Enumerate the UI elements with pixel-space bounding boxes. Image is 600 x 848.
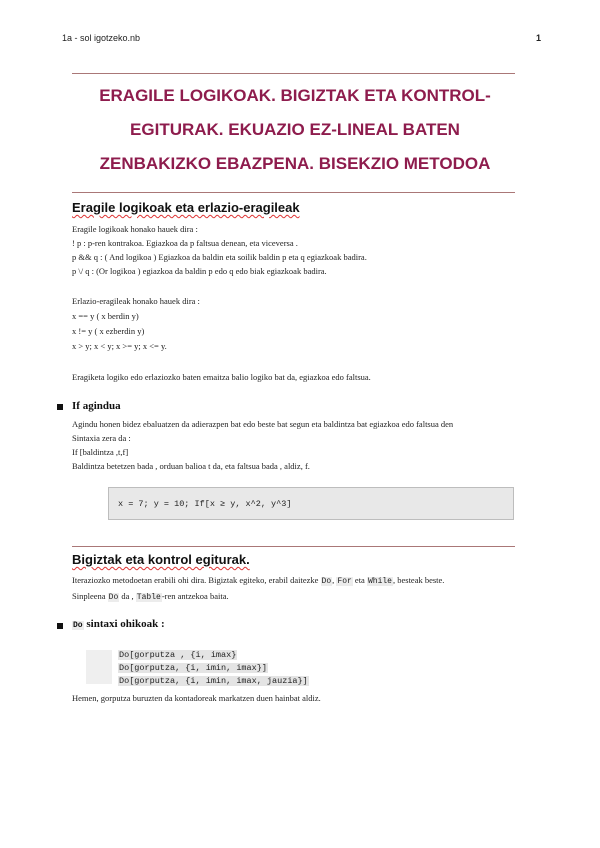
bullet-square-icon xyxy=(57,404,63,410)
paragraph-line: Sintaxia zera da : xyxy=(72,433,131,443)
paragraph-line: Iteraziozko metodoetan erabili ohi dira. Bigiztak egiteko, erabil daitezke Do, For eta While, besteak beste. xyxy=(72,575,445,586)
title-rule-top xyxy=(72,73,515,74)
section-rule xyxy=(72,546,515,547)
code-line: Do[gorputza, {i, imin, imax}] xyxy=(119,663,267,673)
input-cell-code: x = 7; y = 10; If[x ≥ y, x^2, y^3] xyxy=(118,499,292,509)
page-number: 1 xyxy=(536,33,542,43)
paragraph-line: Hemen, gorputza buruzten da kontadoreak markatzen duen hainbat aldiz. xyxy=(72,693,321,703)
relational-operator-line: x == y ( x berdin y) xyxy=(72,311,139,321)
paragraph-line: p && q : ( And logikoa ) Egiazkoa da baldin eta soilik baldin p eta q egiazkoak badira. xyxy=(72,252,367,262)
paragraph-line: p \/ q : (Or logikoa ) egiazkoa da baldin p edo q edo biak egiazkoak badira. xyxy=(72,266,327,276)
code-line: Do[gorputza , {i, imax} xyxy=(119,650,237,660)
paragraph-line: ! p : p-ren kontrakoa. Egiazkoa da p faltsua denean, eta viceversa . xyxy=(72,238,298,248)
section-heading-loops: Bigiztak eta kontrol egiturak. xyxy=(72,552,250,567)
relational-operator-line: x > y; x < y; x >= y; x <= y. xyxy=(72,341,167,351)
relational-operator-line: x != y ( x ezberdin y) xyxy=(72,326,145,336)
syntax-line: If [baldintza ,t,f] xyxy=(72,447,129,457)
title-line-3: ZENBAKIZKO EBAZPENA. BISEKZIO METODOA xyxy=(99,154,491,173)
code-line: Do[gorputza, {i, imin, imax, jauzia}] xyxy=(119,676,308,686)
document-filename: 1a - sol igotzeko.nb xyxy=(62,33,141,43)
title-line-2: EGITURAK. EKUAZIO EZ-LINEAL BATEN xyxy=(130,120,460,139)
paragraph-line: Baldintza betetzen bada , orduan balioa t da, eta faltsua bada , aldiz, f. xyxy=(72,461,310,471)
paragraph-line: Eragiketa logiko edo erlaziozko baten emaitza balio logiko bat da, egiazkoa edo faltsua. xyxy=(72,372,371,382)
subsection-heading-if: If agindua xyxy=(72,400,121,412)
title-line-1: ERAGILE LOGIKOAK. BIGIZTAK ETA KONTROL- xyxy=(99,86,491,105)
title-rule-bottom xyxy=(72,192,515,193)
page-title xyxy=(62,79,528,181)
cell-bracket-shade xyxy=(86,650,112,684)
section-heading-logical-operators: Eragile logikoak eta erlazio-eragileak xyxy=(72,200,300,215)
paragraph-line: Agindu honen bidez ebaluatzen da adierazpen bat edo beste bat segun eta baldintza bat egiazkoa edo faltsua den xyxy=(72,419,454,429)
bullet-square-icon xyxy=(57,623,63,629)
paragraph-line: Eragile logikoak honako hauek dira : xyxy=(72,224,198,234)
paragraph-line: Sinpleena Do da , Table-ren antzekoa baita. xyxy=(72,591,229,602)
paragraph-line: Erlazio-eragileak honako hauek dira : xyxy=(72,296,200,306)
subsection-heading-do: Do sintaxi ohikoak : xyxy=(73,618,165,630)
